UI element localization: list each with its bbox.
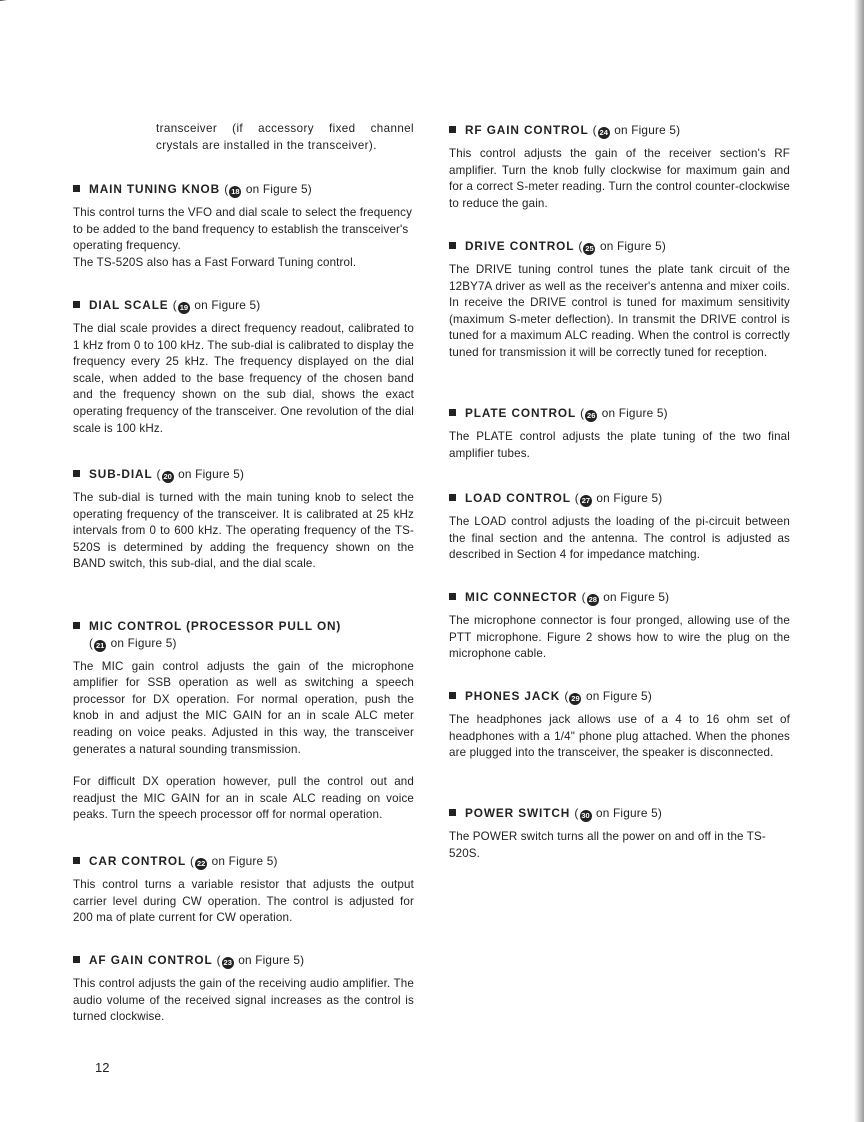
section-mic-connector: [449, 589, 790, 663]
ref-number-badge: 18: [231, 187, 240, 196]
section-title: MIC CONNECTOR: [465, 590, 578, 604]
ref-number-badge: 30: [581, 811, 590, 820]
section-title: SUB-DIAL: [89, 467, 153, 481]
figure-ref: on Figure 5): [245, 182, 312, 196]
section-heading: MIC CONTROL (PROCESSOR PULL ON) ( 21 on Figure 5): [73, 618, 414, 652]
section-title: DRIVE CONTROL: [465, 239, 575, 253]
figure-ref: on Figure 5): [595, 806, 662, 820]
bullet-square: [73, 470, 80, 477]
bullet-square: [73, 622, 80, 629]
section-heading: SUB-DIAL ( 20 on Figure 5): [73, 466, 414, 483]
section-body: For difficult DX operation however, pull the control out and readjust the MIC GAIN for an in scale ALC reading on voice peaks. Turn the speech processor off for normal operation.: [73, 775, 414, 822]
bullet-square: [449, 692, 456, 699]
bullet-square: [449, 809, 456, 816]
section-body: This control turns a variable resistor that adjusts the output carrier level during CW operation. The control is adjusted for 200 ma of plate current for CW operation.: [73, 878, 414, 925]
bullet-square: [449, 593, 456, 600]
section-mic-control: [73, 618, 414, 824]
section-dial-scale: [73, 297, 414, 437]
bullet-square: [449, 494, 456, 501]
section-plate-control: [449, 405, 790, 462]
corner-scan-mark: [0, 0, 21, 7]
section-heading: MAIN TUNING KNOB ( 18 on Figure 5): [73, 181, 414, 198]
section-title: DIAL SCALE: [89, 298, 169, 312]
section-body: The sub-dial is turned with the main tuning knob to select the operating frequency of the transceiver. It is calibrated at 25 kHz intervals from 0 to 600 kHz. The operating frequency of the TS-520S is determined by adding the frequency shown on the BAND switch, this sub-dial, and the dial scale.: [73, 491, 414, 571]
bullet-square: [73, 857, 80, 864]
section-body: The LOAD control adjusts the loading of the pi-circuit between the final section and the antenna. The control is adjusted as described in Section 4 for impedance matching.: [449, 515, 790, 562]
section-body: The headphones jack allows use of a 4 to 16 ohm set of headphones with a 1/4" phone plug attached. When the phones are plugged into the transceiver, the speaker is disconnected.: [449, 713, 790, 760]
section-heading: CAR CONTROL ( 22 on Figure 5): [73, 853, 414, 870]
figure-ref: on Figure 5): [238, 953, 305, 967]
section-car-control: [73, 853, 414, 927]
section-heading: DRIVE CONTROL ( 25 on Figure 5): [449, 238, 790, 255]
section-body: The PLATE control adjusts the plate tuning of the two final amplifier tubes.: [449, 430, 790, 460]
figure-ref: on Figure 5): [178, 467, 245, 481]
scanned-page-edge: [854, 0, 864, 1122]
section-title: AF GAIN CONTROL: [89, 953, 213, 967]
section-af-gain-control: [73, 952, 414, 1026]
section-main-tuning-knob: [73, 181, 414, 271]
section-phones-jack: [449, 688, 790, 762]
ref-number-badge: 24: [599, 128, 608, 137]
ref-number-badge: 25: [585, 244, 594, 253]
ref-number-badge: 26: [587, 411, 596, 420]
section-heading: RF GAIN CONTROL ( 24 on Figure 5): [449, 122, 790, 139]
section-body: This control adjusts the gain of the receiving audio amplifier. The audio volume of the received signal increases as the control is turned clockwise.: [73, 977, 414, 1024]
section-rf-gain-control: [449, 122, 790, 212]
ref-number-badge: 22: [197, 859, 206, 868]
figure-ref: on Figure 5): [614, 123, 681, 137]
ref-number-badge: 19: [179, 303, 189, 312]
section-title: MAIN TUNING KNOB: [89, 182, 221, 196]
section-body: The dial scale provides a direct frequency readout, calibrated to 1 kHz from 0 to 100 kHz. The sub-dial is calibrated to display the frequency every 25 kHz. The frequency displayed on the dial scale, when added to the base frequency of the chosen band and the frequency shown on the sub dial, shows the exact operating frequency of the transceiver. One revolution of the dial scale is 100 kHz.: [73, 322, 414, 435]
section-body: This control turns the VFO and dial scale to select the frequency to be added to the band frequency to establish the transceiver's operating frequency. The TS-520S also has a Fast Forward Tuning control.: [73, 206, 413, 269]
section-title: MIC CONTROL (PROCESSOR PULL ON): [89, 619, 342, 633]
bullet-square: [73, 185, 80, 192]
section-title: PLATE CONTROL: [465, 406, 576, 420]
section-title: LOAD CONTROL: [465, 491, 571, 505]
bullet-square: [73, 301, 80, 308]
section-body: The DRIVE tuning control tunes the plate tank circuit of the 12BY7A driver as well as the receiver's antenna and mixer coils. In receive the DRIVE control is tuned for maximum sensitivity (maximum S-meter deflection). In transmit the DRIVE control is tuned for a maximum ALC reading. When the control is correctly tuned for transmission it will be correctly tuned for reception.: [449, 263, 790, 359]
figure-ref: on Figure 5): [603, 590, 670, 604]
bullet-square: [73, 956, 80, 963]
bullet-square: [449, 126, 456, 133]
section-sub-dial: [73, 466, 414, 573]
ref-number-badge: 21: [95, 640, 105, 650]
section-title: CAR CONTROL: [89, 854, 186, 868]
bullet-square: [449, 409, 456, 416]
section-power-switch: [449, 805, 790, 862]
section-body: The POWER switch turns all the power on and off in the TS-520S.: [449, 830, 766, 860]
section-load-control: [449, 490, 790, 564]
figure-ref: on Figure 5): [194, 298, 261, 312]
intro-continuation: transceiver (if accessory fixed channel crystals are installed in the transceiver).: [156, 122, 414, 152]
figure-ref: on Figure 5): [596, 491, 663, 505]
section-heading: DIAL SCALE ( 19 on Figure 5): [73, 297, 414, 314]
section-heading: AF GAIN CONTROL ( 23 on Figure 5): [73, 952, 414, 969]
section-heading: LOAD CONTROL ( 27 on Figure 5): [449, 490, 790, 507]
section-body: This control adjusts the gain of the receiver section's RF amplifier. Turn the knob fully clockwise for maximum gain and for a correct S-meter reading. Turn the control counter-clockwise to reduce the gain.: [449, 147, 790, 210]
section-heading: PLATE CONTROL ( 26 on Figure 5): [449, 405, 790, 422]
section-drive-control: [449, 238, 790, 362]
section-body: The MIC gain control adjusts the gain of the microphone amplifier for SSB operation as well as switching a speech processor for DX operation. For normal operation, push the knob in and adjust the MIC GAIN for an in scale ALC meter reading on voice peaks. Adjusted in this way, the transceiver generates a natural sounding transmission.: [73, 659, 414, 756]
ref-number-badge: 28: [588, 595, 597, 604]
figure-ref: on Figure 5): [585, 689, 652, 703]
figure-ref: on Figure 5): [211, 854, 278, 868]
bullet-square: [449, 242, 456, 249]
ref-number-badge: 29: [571, 694, 580, 703]
section-heading: POWER SWITCH ( 30 on Figure 5): [449, 805, 790, 822]
ref-number-badge: 20: [163, 472, 172, 481]
section-title: POWER SWITCH: [465, 806, 571, 820]
figure-ref: on Figure 5): [110, 635, 177, 650]
ref-number-badge: 27: [581, 496, 591, 505]
section-heading: MIC CONNECTOR ( 28 on Figure 5): [449, 589, 790, 606]
section-body: The microphone connector is four pronged, allowing use of the PTT microphone. Figure 2 shows how to wire the plug on the microphone cable.: [449, 614, 790, 661]
section-title: PHONES JACK: [465, 689, 561, 703]
section-heading: PHONES JACK ( 29 on Figure 5): [449, 688, 790, 705]
figure-ref: on Figure 5): [599, 239, 666, 253]
section-title: RF GAIN CONTROL: [465, 123, 589, 137]
figure-ref: on Figure 5): [601, 406, 668, 420]
page-number: 12: [95, 1060, 110, 1075]
ref-number-badge: 23: [223, 958, 232, 967]
